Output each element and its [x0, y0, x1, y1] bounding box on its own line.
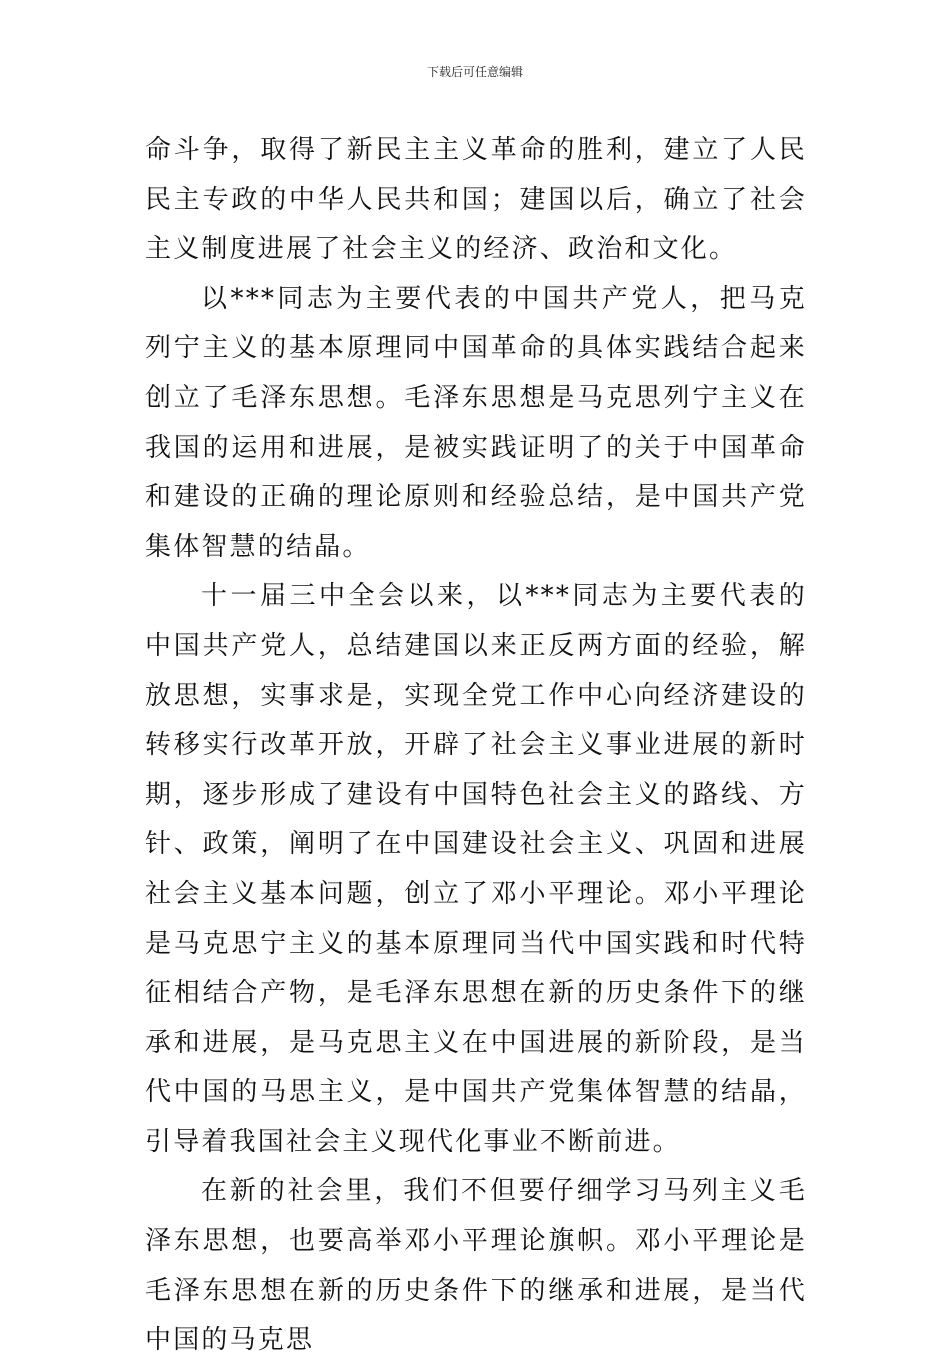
document-body: [145, 126, 807, 1366]
paragraph-3: 十一届三中全会以来，以***同志为主要代表的中国共产党人，总结建国以来正反两方面的经验，解放思想，实事求是，实现全党工作中心向经济建设的转移实行改革开放，开辟了社会主义事业进展的新时期，逐步形成了建设有中国特色社会主义的路线、方针、政策，阐明了在中国建设社会主义、巩固和进展社会主义基本问题，创立了邓小平理论。邓小平理论是马克思宁主义的基本原理同当代中国实践和时代特征相结合产物，是毛泽东思想在新的历史条件下的继承和进展，是马克思主义在中国进展的新阶段，是当代中国的马思主义，是中国共产党集体智慧的结晶，引导着我国社会主义现代化事业不断前进。: [145, 581, 807, 1157]
paragraph-4: 在新的社会里，我们不但要仔细学习马列主义毛泽东思想，也要高举邓小平理论旗帜。邓小平理论是毛泽东思想在新的历史条件下的继承和进展，是当代中国的马克思: [145, 1176, 807, 1356]
page-header: 下载后可任意编辑: [426, 65, 523, 79]
paragraph-1: 命斗争，取得了新民主主义革命的胜利，建立了人民民主专政的中华人民共和国；建国以后，确立了社会主义制度进展了社会主义的经济、政治和文化。: [145, 135, 807, 265]
paragraph-2: 以***同志为主要代表的中国共产党人，把马克列宁主义的基本原理同中国革命的具体实践结合起来创立了毛泽东思想。毛泽东思想是马克思列宁主义在我国的运用和进展，是被实践证明了的关于中国革命和建设的正确的理论原则和经验总结，是中国共产党集体智慧的结晶。: [145, 283, 807, 562]
